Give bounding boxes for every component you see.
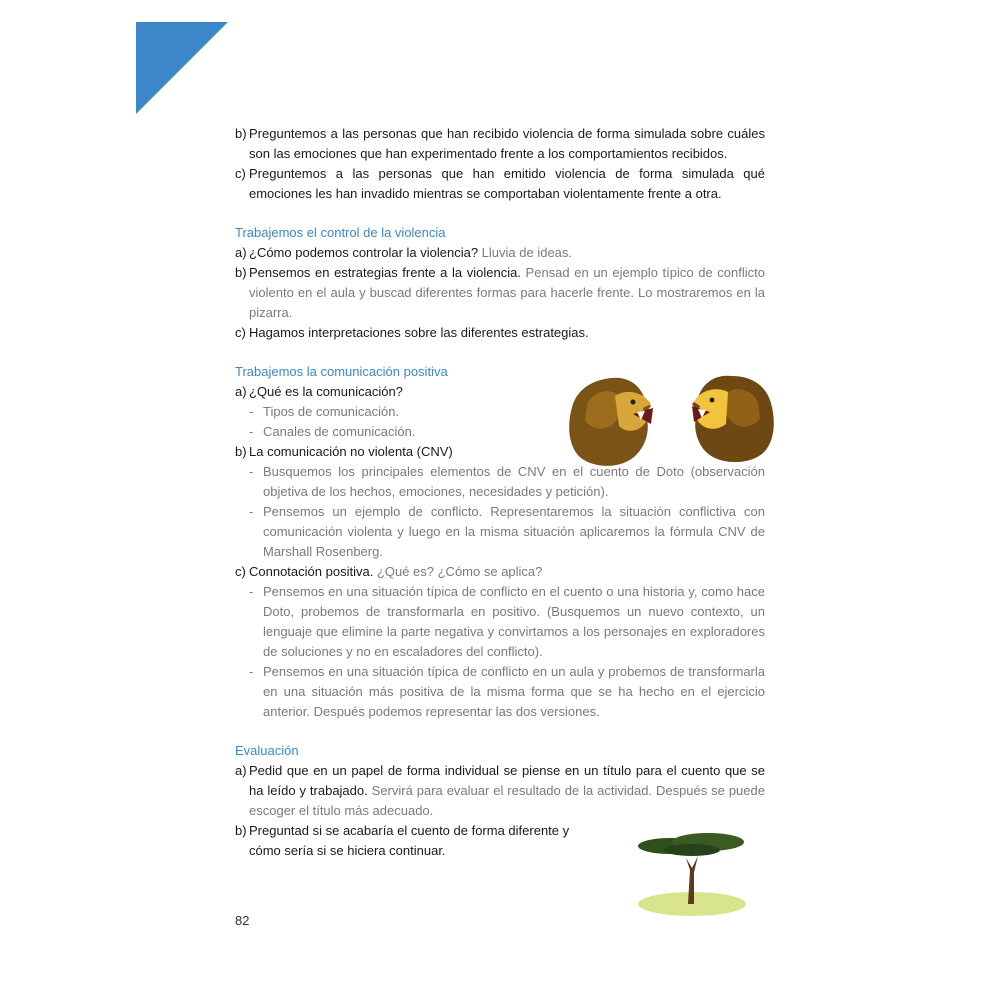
dash-bullet: - xyxy=(249,664,254,679)
sub-item xyxy=(235,462,765,502)
sub-item-text: Canales de comunicación. xyxy=(263,424,416,439)
sub-item xyxy=(235,662,765,722)
item-normal-text: Pensad en un ejemplo típico de conflicto violento en el aula y buscad diferentes formas para hacerle frente. Lo mostraremos en la pizarra. xyxy=(249,265,765,320)
sub-item-text: Pensemos en una situación típica de conflicto en un aula y probemos de transformarla en una situación más positiva de la misma forma que se ha hecho en el ejercicio anterior. Después podemos representar las dos versiones. xyxy=(263,664,765,719)
intro-item-b xyxy=(235,124,765,164)
page-number: 82 xyxy=(235,913,250,928)
sub-item-text: Pensemos en una situación típica de conflicto en el cuento o una historia y, como hace Doto, probemos de transformarla en positivo. (Busquemos un nuevo contexto, un lenguaje que elimine la parte negativa y convirtamos a los personajes en exploradores de soluciones y no en escaladores del conflicto). xyxy=(263,584,765,659)
sub-item xyxy=(235,402,765,422)
sub-item xyxy=(235,502,765,562)
section2-item-c xyxy=(235,562,765,582)
item-label: b) xyxy=(235,444,247,459)
item-bold-text: Hagamos interpretaciones sobre las diferentes estrategias. xyxy=(249,325,589,340)
dash-bullet: - xyxy=(249,424,254,439)
sub-item-text: Tipos de comunicación. xyxy=(263,404,400,419)
item-bold-text: Pensemos en estrategias frente a la violencia. xyxy=(249,265,521,280)
section-heading-evaluacion: Evaluación xyxy=(235,743,299,758)
corner-triangle xyxy=(136,22,228,114)
sub-item xyxy=(235,422,765,442)
section-heading-comunicacion-positiva: Trabajemos la comunicación positiva xyxy=(235,364,448,379)
item-label: c) xyxy=(235,564,246,579)
section1-item-a xyxy=(235,243,765,263)
item-label: c) xyxy=(235,166,246,181)
item-bold-text: Preguntad si se acabaría el cuento de forma diferente y cómo sería si se hiciera continuar. xyxy=(249,823,570,858)
section3-item-a xyxy=(235,761,765,821)
item-label: c) xyxy=(235,325,246,340)
sub-item xyxy=(235,582,765,662)
intro-item-c xyxy=(235,164,765,204)
dash-bullet: - xyxy=(249,584,254,599)
item-label: b) xyxy=(235,265,247,280)
item-bold-text: Pedid que en un papel de forma individual se piense en un título para el cuento que se ha leído y trabajado. xyxy=(249,763,765,798)
item-label: a) xyxy=(235,384,247,399)
section3-item-b xyxy=(235,821,594,861)
item-normal-text: Servirá para evaluar el resultado de la actividad. Después se puede escoger el título más adecuado. xyxy=(249,783,765,818)
item-normal-text: Lluvia de ideas. xyxy=(478,245,573,260)
item-bold-text: ¿Qué es la comunicación? xyxy=(249,384,403,399)
item-bold-text: Preguntemos a las personas que han recibido violencia de forma simulada sobre cuáles son las emociones que han experimentado frente a los comportamientos recibidos. xyxy=(249,126,765,161)
item-normal-text: ¿Qué es? ¿Cómo se aplica? xyxy=(373,564,543,579)
item-bold-text: Connotación positiva. xyxy=(249,564,374,579)
section1-item-b xyxy=(235,263,765,323)
dash-bullet: - xyxy=(249,404,254,419)
section1-item-c xyxy=(235,323,765,343)
item-label: a) xyxy=(235,245,247,260)
page-content xyxy=(235,124,765,861)
section2-item-b xyxy=(235,442,765,462)
item-bold-text: La comunicación no violenta (CNV) xyxy=(249,444,453,459)
item-bold-text: ¿Cómo podemos controlar la violencia? xyxy=(249,245,479,260)
item-label: b) xyxy=(235,823,247,838)
item-label: b) xyxy=(235,126,247,141)
dash-bullet: - xyxy=(249,504,254,519)
sub-item-text: Busquemos los principales elementos de CNV en el cuento de Doto (observación objetiva de los hechos, emociones, necesidades y petición). xyxy=(263,464,765,499)
section-heading-control-violencia: Trabajemos el control de la violencia xyxy=(235,225,446,240)
item-bold-text: Preguntemos a las personas que han emitido violencia de forma simulada qué emociones les han invadido mientras se comportaban violentamente frente a otra. xyxy=(249,166,765,201)
sub-item-text: Pensemos un ejemplo de conflicto. Representaremos la situación conflictiva con comunicación violenta y luego en la misma situación aplicaremos la fórmula CNV de Marshall Rosenberg. xyxy=(263,504,765,559)
section2-item-a xyxy=(235,382,765,402)
item-label: a) xyxy=(235,763,247,778)
dash-bullet: - xyxy=(249,464,254,479)
